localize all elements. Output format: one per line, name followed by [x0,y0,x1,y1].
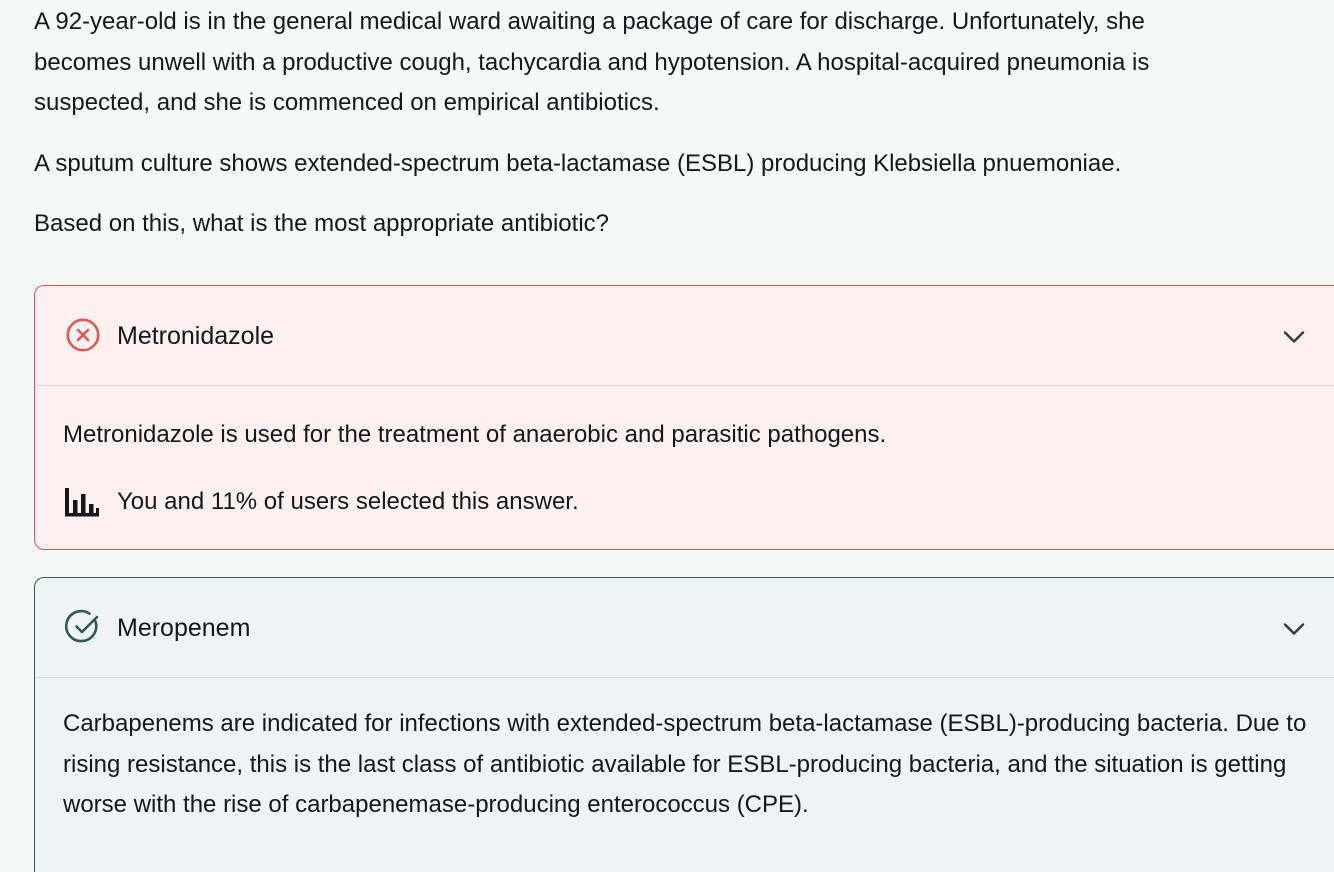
answer-option-meropenem [34,577,1334,872]
bar-chart-icon [63,486,101,518]
x-circle-icon [65,317,101,353]
chevron-down-icon[interactable] [1281,324,1307,350]
answer-label: Metronidazole [117,322,275,350]
check-circle-icon [65,609,101,645]
question-line: becomes unwell with a productive cough, tachycardia and hypotension. A hospital-acquired pneumonia is [34,48,1150,76]
question-paragraph: A sputum culture shows extended-spectrum beta-lactamase (ESBL) producing Klebsiella pnuemoniae. [34,149,1122,177]
answer-label: Meropenem [117,614,251,642]
answer-option-metronidazole [34,285,1334,550]
answer-explanation: Metronidazole is used for the treatment of anaerobic and parasitic pathogens. [63,421,887,448]
question-stem [34,2,1334,245]
stats-text: You and 11% of users selected this answer. [117,488,579,515]
answer-explanation: Carbapenems are indicated for infections with extended-spectrum beta-lactamase (ESBL)-producing bacteria. Due to rising resistance, this is the last class of antibiotic available for ESBL-producing bacteria, and the situation is getting worse with the rise of carbapenemase-producing enterococcus (CPE). [63,710,1307,818]
question-paragraph [34,2,1334,124]
chevron-down-icon[interactable] [1281,616,1307,642]
answer-header[interactable] [35,286,1334,386]
question-prompt: Based on this, what is the most appropriate antibiotic? [34,210,609,237]
question-line: suspected, and she is commenced on empirical antibiotics. [34,89,660,116]
answer-header[interactable] [35,578,1334,678]
question-line: A 92-year-old is in the general medical ward awaiting a package of care for discharge. Unfortunately, she [34,8,1145,35]
